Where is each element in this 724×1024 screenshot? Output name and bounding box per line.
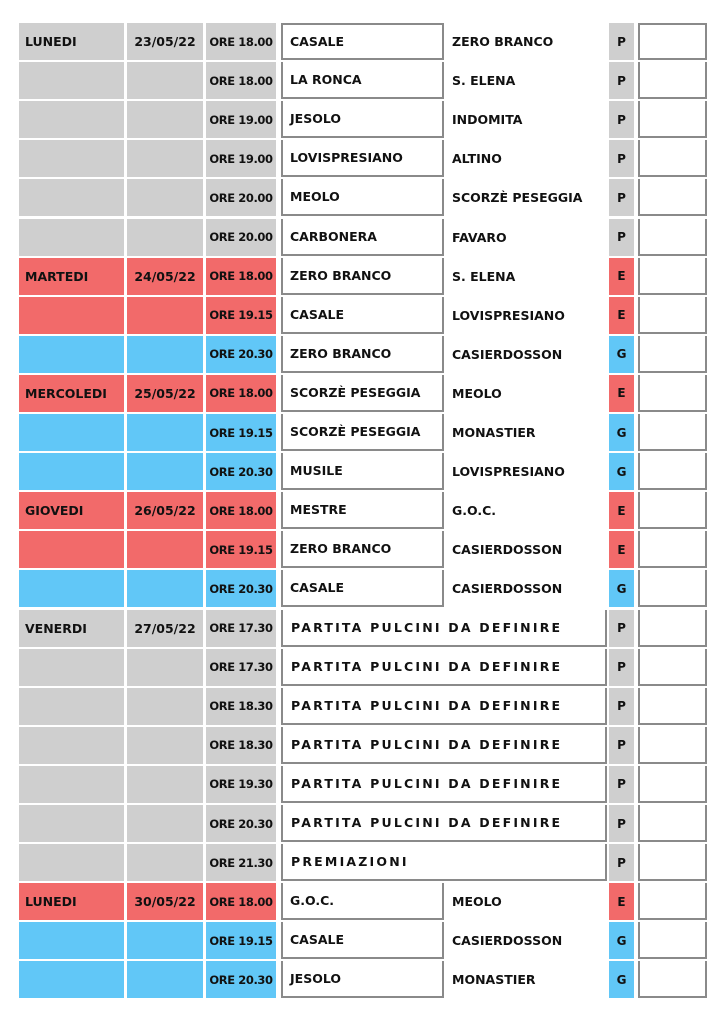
away-team-cell: MONASTIER — [452, 972, 536, 988]
date-cell — [127, 688, 203, 725]
table-row — [19, 610, 707, 647]
date-cell — [127, 649, 203, 686]
category-code-cell: P — [609, 805, 634, 842]
match-description-cell: PARTITA PULCINI DA DEFINIRE — [281, 610, 607, 647]
home-team-cell: SCORZÈ PESEGGIA — [281, 375, 444, 412]
category-code-cell: E — [609, 531, 634, 568]
category-code-cell: E — [609, 258, 634, 295]
away-team-cell: MONASTIER — [452, 425, 536, 440]
day-cell — [19, 766, 124, 803]
category-code-cell: P — [609, 766, 634, 803]
table-row — [19, 531, 707, 568]
category-code-cell: P — [609, 140, 634, 177]
day-cell — [19, 219, 124, 256]
table-row — [19, 570, 707, 607]
table-row — [19, 766, 707, 803]
home-team-cell: ZERO BRANCO — [281, 336, 444, 373]
result-cell — [638, 492, 707, 529]
time-cell: ORE 18.30 — [206, 727, 276, 764]
result-cell — [638, 805, 707, 842]
table-row — [19, 453, 707, 490]
category-code-cell: G — [609, 414, 634, 451]
date-cell — [127, 766, 203, 803]
date-cell — [127, 297, 203, 334]
match-description-cell: PARTITA PULCINI DA DEFINIRE — [281, 727, 607, 764]
result-cell — [638, 610, 707, 647]
date-cell — [127, 805, 203, 842]
category-code-cell: E — [609, 492, 634, 529]
home-team-cell: G.O.C. — [281, 883, 444, 920]
result-cell — [638, 922, 707, 959]
result-cell — [638, 62, 707, 99]
day-cell — [19, 453, 124, 490]
category-code-cell: E — [609, 297, 634, 334]
home-team-cell: MESTRE — [281, 492, 444, 529]
time-cell: ORE 18.00 — [206, 492, 276, 529]
result-cell — [638, 23, 707, 60]
day-cell: LUNEDI — [19, 883, 124, 920]
day-cell — [19, 297, 124, 334]
result-cell — [638, 883, 707, 920]
home-team-cell: CASALE — [281, 570, 444, 607]
date-cell: 23/05/22 — [127, 23, 203, 60]
category-code-cell: G — [609, 922, 634, 959]
day-cell — [19, 531, 124, 568]
table-row — [19, 844, 707, 881]
category-code-cell: E — [609, 375, 634, 412]
home-team-cell: SCORZÈ PESEGGIA — [281, 414, 444, 451]
match-description-cell: PARTITA PULCINI DA DEFINIRE — [281, 649, 607, 686]
table-row — [19, 297, 707, 334]
day-cell: MERCOLEDI — [19, 375, 124, 412]
home-team-cell: JESOLO — [281, 101, 444, 138]
date-cell — [127, 414, 203, 451]
home-team-cell: CARBONERA — [281, 219, 444, 256]
date-cell — [127, 101, 203, 138]
home-team-cell: JESOLO — [281, 961, 444, 998]
day-cell: LUNEDI — [19, 23, 124, 60]
category-code-cell: G — [609, 570, 634, 607]
result-cell — [638, 101, 707, 138]
home-team-cell: LA RONCA — [281, 62, 444, 99]
result-cell — [638, 258, 707, 295]
away-team-cell: FAVARO — [452, 229, 507, 245]
result-cell — [638, 570, 707, 607]
home-team-cell: MEOLO — [281, 179, 444, 216]
day-cell — [19, 62, 124, 99]
category-code-cell: G — [609, 336, 634, 373]
home-team-cell: CASALE — [281, 23, 444, 60]
result-cell — [638, 375, 707, 412]
match-description-cell: PARTITA PULCINI DA DEFINIRE — [281, 766, 607, 803]
home-team-cell: CASALE — [281, 297, 444, 334]
day-cell — [19, 140, 124, 177]
day-cell — [19, 961, 124, 998]
table-row — [19, 649, 707, 686]
time-cell: ORE 17.30 — [206, 649, 276, 686]
time-cell: ORE 19.15 — [206, 414, 276, 451]
away-team-cell: CASIERDOSSON — [452, 581, 563, 597]
home-team-cell: LOVISPRESIANO — [281, 140, 444, 177]
time-cell: ORE 18.00 — [206, 62, 276, 99]
table-row — [19, 101, 707, 138]
home-team-cell: ZERO BRANCO — [281, 258, 444, 295]
away-team-cell: S. ELENA — [452, 73, 516, 89]
day-cell — [19, 844, 124, 881]
day-cell: MARTEDI — [19, 258, 124, 295]
table-row — [19, 140, 707, 177]
away-team-cell: MEOLO — [452, 385, 502, 401]
result-cell — [638, 844, 707, 881]
table-row — [19, 961, 707, 998]
table-row — [19, 805, 707, 842]
table-row — [19, 336, 707, 373]
category-code-cell: E — [609, 883, 634, 920]
day-cell — [19, 101, 124, 138]
date-cell — [127, 570, 203, 607]
category-code-cell: G — [609, 961, 634, 998]
date-cell — [127, 961, 203, 998]
away-team-cell: LOVISPRESIANO — [452, 307, 565, 323]
result-cell — [638, 140, 707, 177]
away-team-cell: CASIERDOSSON — [452, 933, 563, 949]
time-cell: ORE 18.00 — [206, 23, 276, 60]
time-cell: ORE 20.00 — [206, 179, 276, 216]
category-code-cell: P — [609, 219, 634, 256]
table-row — [19, 375, 707, 412]
table-row — [19, 23, 707, 60]
time-cell: ORE 20.30 — [206, 805, 276, 842]
day-cell — [19, 805, 124, 842]
date-cell: 27/05/22 — [127, 610, 203, 647]
date-cell — [127, 62, 203, 99]
table-row — [19, 922, 707, 959]
match-description-cell: PARTITA PULCINI DA DEFINIRE — [281, 688, 607, 725]
date-cell — [127, 727, 203, 764]
home-team-cell: CASALE — [281, 922, 444, 959]
time-cell: ORE 20.30 — [206, 453, 276, 490]
category-code-cell: P — [609, 23, 634, 60]
table-row — [19, 688, 707, 725]
category-code-cell: P — [609, 844, 634, 881]
category-code-cell: P — [609, 179, 634, 216]
day-cell: GIOVEDI — [19, 492, 124, 529]
time-cell: ORE 19.00 — [206, 101, 276, 138]
category-code-cell: P — [609, 688, 634, 725]
day-cell — [19, 336, 124, 373]
result-cell — [638, 531, 707, 568]
date-cell — [127, 844, 203, 881]
table-row — [19, 727, 707, 764]
day-cell — [19, 922, 124, 959]
date-cell — [127, 453, 203, 490]
day-cell — [19, 727, 124, 764]
table-row — [19, 62, 707, 99]
time-cell: ORE 17.30 — [206, 610, 276, 647]
time-cell: ORE 18.00 — [206, 883, 276, 920]
time-cell: ORE 21.30 — [206, 844, 276, 881]
result-cell — [638, 688, 707, 725]
away-team-cell: LOVISPRESIANO — [452, 464, 565, 480]
away-team-cell: ALTINO — [452, 151, 502, 167]
result-cell — [638, 414, 707, 451]
result-cell — [638, 727, 707, 764]
time-cell: ORE 20.00 — [206, 219, 276, 256]
result-cell — [638, 336, 707, 373]
day-cell: VENERDI — [19, 610, 124, 647]
home-team-cell: MUSILE — [281, 453, 444, 490]
day-cell — [19, 570, 124, 607]
date-cell: 26/05/22 — [127, 492, 203, 529]
home-team-cell: ZERO BRANCO — [281, 531, 444, 568]
time-cell: ORE 19.15 — [206, 297, 276, 334]
result-cell — [638, 219, 707, 256]
date-cell — [127, 140, 203, 177]
table-row — [19, 492, 707, 529]
away-team-cell: SCORZÈ PESEGGIA — [452, 190, 583, 206]
away-team-cell: G.O.C. — [452, 503, 497, 519]
date-cell — [127, 922, 203, 959]
away-team-cell: CASIERDOSSON — [452, 346, 563, 362]
date-cell — [127, 179, 203, 216]
day-cell — [19, 179, 124, 216]
time-cell: ORE 19.30 — [206, 766, 276, 803]
category-code-cell: G — [609, 453, 634, 490]
time-cell: ORE 20.30 — [206, 336, 276, 373]
table-row — [19, 179, 707, 216]
table-row — [19, 258, 707, 295]
table-row — [19, 883, 707, 920]
category-code-cell: P — [609, 727, 634, 764]
time-cell: ORE 19.15 — [206, 922, 276, 959]
result-cell — [638, 649, 707, 686]
time-cell: ORE 19.15 — [206, 531, 276, 568]
result-cell — [638, 297, 707, 334]
date-cell: 25/05/22 — [127, 375, 203, 412]
table-row — [19, 414, 707, 451]
category-code-cell: P — [609, 62, 634, 99]
time-cell: ORE 18.00 — [206, 258, 276, 295]
away-team-cell: INDOMITA — [452, 112, 523, 128]
date-cell — [127, 219, 203, 256]
date-cell: 30/05/22 — [127, 883, 203, 920]
category-code-cell: P — [609, 649, 634, 686]
date-cell — [127, 336, 203, 373]
away-team-cell: CASIERDOSSON — [452, 542, 563, 558]
result-cell — [638, 453, 707, 490]
day-cell — [19, 688, 124, 725]
away-team-cell: MEOLO — [452, 894, 502, 910]
date-cell: 24/05/22 — [127, 258, 203, 295]
day-cell — [19, 414, 124, 451]
match-description-cell: PARTITA PULCINI DA DEFINIRE — [281, 805, 607, 842]
away-team-cell: ZERO BRANCO — [452, 34, 554, 49]
category-code-cell: P — [609, 610, 634, 647]
date-cell — [127, 531, 203, 568]
away-team-cell: S. ELENA — [452, 268, 516, 284]
time-cell: ORE 18.00 — [206, 375, 276, 412]
time-cell: ORE 18.30 — [206, 688, 276, 725]
time-cell: ORE 20.30 — [206, 961, 276, 998]
result-cell — [638, 766, 707, 803]
result-cell — [638, 961, 707, 998]
time-cell: ORE 19.00 — [206, 140, 276, 177]
match-description-cell: PREMIAZIONI — [281, 844, 607, 881]
category-code-cell: P — [609, 101, 634, 138]
result-cell — [638, 179, 707, 216]
table-row — [19, 219, 707, 256]
time-cell: ORE 20.30 — [206, 570, 276, 607]
day-cell — [19, 649, 124, 686]
